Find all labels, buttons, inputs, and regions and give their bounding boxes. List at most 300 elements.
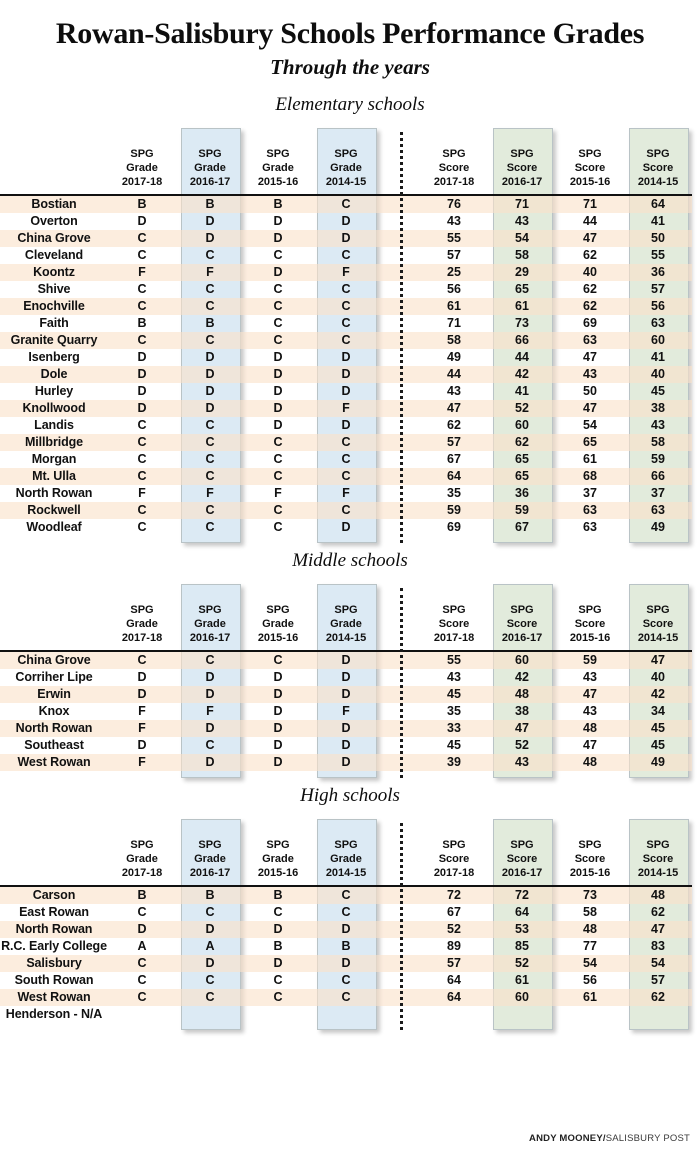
score-cell-2014-15: 57 — [651, 972, 665, 987]
row-pad — [692, 989, 700, 1006]
grade-cell-2016-17: D — [176, 230, 244, 247]
school-name: Millbridge — [0, 434, 108, 451]
grade-cell-2014-15: D — [341, 349, 351, 364]
grade-cell-2015-16: C — [273, 281, 283, 296]
score-cell-2016-17 — [488, 1006, 556, 1023]
score-cell-2015-16: 47 — [556, 400, 624, 417]
row-pad — [692, 349, 700, 366]
column-header-line1: SPG — [198, 604, 222, 617]
column-header-grade-2017-18[interactable] — [108, 128, 176, 195]
score-cell-2014-15: 62 — [624, 989, 692, 1006]
grade-cell-2017-18: D — [137, 669, 147, 684]
score-cell-2017-18: 25 — [420, 264, 488, 281]
score-cell-2017-18: 72 — [420, 886, 488, 904]
grade-cell-2015-16: B — [244, 195, 312, 213]
score-cell-2016-17: 52 — [488, 955, 556, 972]
table-row[interactable] — [0, 955, 700, 972]
grade-cell-2015-16: C — [244, 332, 312, 349]
column-header-grade-2014-15[interactable] — [312, 819, 380, 886]
grade-cell-2015-16: C — [273, 972, 283, 987]
column-header-grade-2016-17[interactable] — [176, 128, 244, 195]
grade-cell-2016-17 — [176, 1006, 244, 1023]
row-pad — [692, 502, 700, 519]
column-header-line3: 2016-17 — [189, 632, 231, 645]
grade-cell-2016-17: D — [205, 669, 215, 684]
table-header-row — [0, 128, 700, 195]
grade-cell-2014-15: C — [341, 972, 351, 987]
row-pad — [692, 686, 700, 703]
column-header-line3: 2015-16 — [569, 632, 611, 645]
sections-container — [0, 94, 700, 1023]
score-cell-2015-16: 40 — [556, 264, 624, 281]
grades-table-high — [0, 819, 700, 1023]
row-pad — [692, 195, 700, 213]
grade-cell-2016-17: D — [176, 720, 244, 737]
table-wrap-middle — [0, 584, 700, 771]
column-header-line1: SPG — [334, 148, 358, 161]
table-row[interactable] — [0, 315, 700, 332]
score-cell-2015-16: 69 — [583, 315, 597, 330]
column-header-line1: SPG — [198, 148, 222, 161]
row-pad — [692, 972, 700, 989]
row-pad — [692, 417, 700, 434]
score-cell-2017-18: 49 — [447, 349, 461, 364]
score-cell-2016-17: 52 — [515, 737, 529, 752]
table-row[interactable] — [0, 720, 700, 737]
column-header-line3: 2014-15 — [637, 867, 679, 880]
grade-cell-2016-17: C — [176, 434, 244, 451]
table-row[interactable] — [0, 1006, 700, 1023]
row-pad — [692, 921, 700, 938]
grade-cell-2016-17: C — [205, 737, 215, 752]
grade-cell-2014-15: C — [341, 451, 351, 466]
score-cell-2017-18: 39 — [420, 754, 488, 771]
table-row[interactable] — [0, 451, 700, 468]
grade-cell-2014-15: D — [341, 417, 351, 432]
column-header-score-2016-17[interactable] — [488, 128, 556, 195]
score-cell-2015-16: 63 — [583, 519, 597, 534]
score-cell-2014-15: 55 — [651, 247, 665, 262]
grade-cell-2015-16: C — [244, 468, 312, 485]
column-header-line1: SPG — [510, 148, 534, 161]
table-row[interactable] — [0, 332, 700, 349]
score-cell-2015-16: 61 — [583, 451, 597, 466]
row-pad — [692, 1006, 700, 1023]
grade-cell-2017-18: F — [108, 720, 176, 737]
grade-cell-2016-17: C — [176, 332, 244, 349]
column-header-score-2016-17[interactable] — [488, 584, 556, 651]
grade-cell-2015-16: C — [273, 904, 283, 919]
page-header — [0, 0, 700, 80]
row-pad — [692, 938, 700, 955]
column-header-score-2017-18[interactable] — [420, 819, 488, 886]
row-pad — [692, 213, 700, 230]
table-row[interactable] — [0, 886, 700, 904]
column-header-school — [0, 819, 108, 886]
column-header-line3: 2014-15 — [325, 867, 367, 880]
row-pad — [692, 886, 700, 904]
column-header-score-2014-15[interactable] — [624, 819, 692, 886]
school-name: Erwin — [0, 686, 108, 703]
score-cell-2014-15: 42 — [624, 686, 692, 703]
score-cell-2014-15: 45 — [624, 720, 692, 737]
grade-cell-2014-15: C — [312, 886, 380, 904]
score-cell-2015-16: 37 — [583, 485, 597, 500]
grade-cell-2015-16 — [244, 1006, 312, 1023]
grade-cell-2014-15: D — [312, 366, 380, 383]
column-header-score-2014-15[interactable] — [624, 584, 692, 651]
grade-cell-2017-18: D — [137, 349, 147, 364]
grade-cell-2017-18: F — [138, 485, 146, 500]
table-row[interactable] — [0, 485, 700, 502]
grade-cell-2015-16: C — [273, 519, 283, 534]
column-header-line1: SPG — [130, 839, 154, 852]
column-header-line2: Score — [438, 618, 470, 631]
score-cell-2017-18: 35 — [447, 485, 461, 500]
score-cell-2015-16: 54 — [556, 955, 624, 972]
table-row[interactable] — [0, 417, 700, 434]
table-row[interactable] — [0, 754, 700, 771]
score-cell-2016-17: 53 — [488, 921, 556, 938]
dotted-divider — [400, 588, 403, 778]
grade-cell-2017-18: C — [108, 332, 176, 349]
table-row[interactable] — [0, 195, 700, 213]
column-header-grade-2015-16[interactable] — [244, 819, 312, 886]
grade-cell-2014-15: F — [312, 400, 380, 417]
grade-cell-2016-17: D — [205, 349, 215, 364]
credit-publication: SALISBURY POST — [605, 1133, 690, 1144]
table-row[interactable] — [0, 972, 700, 989]
school-name: South Rowan — [14, 972, 94, 987]
grade-cell-2014-15: C — [312, 989, 380, 1006]
grade-cell-2016-17: C — [176, 298, 244, 315]
column-header-line2: Grade — [330, 853, 362, 866]
score-cell-2017-18: 45 — [447, 737, 461, 752]
grade-cell-2016-17: D — [205, 383, 215, 398]
column-header-grade-2016-17[interactable] — [176, 584, 244, 651]
grade-cell-2016-17: D — [176, 754, 244, 771]
column-header-grade-2014-15[interactable] — [312, 584, 380, 651]
score-cell-2017-18: 47 — [420, 400, 488, 417]
grade-cell-2016-17: C — [205, 417, 215, 432]
grade-cell-2016-17: C — [205, 972, 215, 987]
score-cell-2014-15: 43 — [651, 417, 665, 432]
score-cell-2014-15: 36 — [624, 264, 692, 281]
score-cell-2017-18: 57 — [420, 955, 488, 972]
row-pad — [692, 315, 700, 332]
grade-cell-2015-16: B — [244, 886, 312, 904]
grade-cell-2015-16: C — [273, 451, 283, 466]
row-pad — [692, 434, 700, 451]
score-cell-2015-16: 56 — [583, 972, 597, 987]
column-header-line3: 2015-16 — [569, 867, 611, 880]
score-cell-2017-18: 43 — [447, 383, 461, 398]
score-cell-2015-16: 47 — [556, 686, 624, 703]
grade-cell-2016-17: C — [176, 651, 244, 669]
table-row[interactable] — [0, 921, 700, 938]
table-row[interactable] — [0, 904, 700, 921]
school-name: Woodleaf — [26, 519, 82, 534]
column-header-line2: Grade — [126, 618, 158, 631]
column-header-line2: Grade — [194, 162, 226, 175]
table-row[interactable] — [0, 651, 700, 669]
score-cell-2015-16: 62 — [556, 298, 624, 315]
score-cell-2016-17: 66 — [488, 332, 556, 349]
school-name: Hurley — [34, 383, 74, 398]
score-cell-2017-18: 67 — [447, 451, 461, 466]
score-cell-2016-17: 61 — [488, 298, 556, 315]
score-cell-2016-17: 67 — [515, 519, 529, 534]
section-middle — [0, 550, 700, 771]
column-header-school — [0, 584, 108, 651]
column-header-line2: Score — [574, 853, 606, 866]
grade-cell-2017-18: F — [108, 264, 176, 281]
school-name: North Rowan — [15, 485, 93, 500]
column-header-line3: 2016-17 — [189, 867, 231, 880]
grade-cell-2017-18: B — [108, 195, 176, 213]
score-cell-2015-16: 47 — [583, 737, 597, 752]
grade-cell-2014-15: C — [312, 195, 380, 213]
grade-cell-2016-17: C — [176, 468, 244, 485]
score-cell-2015-16: 63 — [556, 332, 624, 349]
score-cell-2017-18: 69 — [447, 519, 461, 534]
table-row[interactable] — [0, 519, 700, 536]
score-cell-2016-17: 60 — [488, 989, 556, 1006]
credit-author: ANDY MOONEY/ — [529, 1133, 606, 1144]
grade-cell-2014-15: C — [312, 332, 380, 349]
score-cell-2017-18: 89 — [447, 938, 461, 953]
score-cell-2015-16: 61 — [556, 989, 624, 1006]
column-header-grade-2016-17[interactable] — [176, 819, 244, 886]
score-cell-2014-15: 34 — [651, 703, 665, 718]
grade-cell-2014-15: C — [341, 281, 351, 296]
grade-cell-2016-17: D — [176, 955, 244, 972]
column-header-line1: SPG — [442, 148, 466, 161]
column-header-line3: 2017-18 — [121, 867, 163, 880]
score-cell-2017-18: 56 — [447, 281, 461, 296]
score-cell-2017-18: 43 — [447, 669, 461, 684]
grade-cell-2017-18: C — [108, 468, 176, 485]
column-header-grade-2015-16[interactable] — [244, 128, 312, 195]
school-name: Mt. Ulla — [0, 468, 108, 485]
grade-cell-2017-18: C — [137, 451, 147, 466]
score-cell-2016-17: 54 — [488, 230, 556, 247]
school-name: Koontz — [0, 264, 108, 281]
row-pad — [692, 904, 700, 921]
score-cell-2014-15: 47 — [624, 921, 692, 938]
table-row[interactable] — [0, 434, 700, 451]
column-header-line2: Score — [506, 853, 538, 866]
column-header-line1: SPG — [266, 148, 290, 161]
column-header-line2: Score — [506, 162, 538, 175]
section-title-high: High schools — [300, 784, 400, 806]
column-header-grade-2017-18[interactable] — [108, 584, 176, 651]
column-header-line2: Grade — [194, 618, 226, 631]
grade-cell-2014-15: F — [342, 485, 350, 500]
grade-cell-2014-15: D — [312, 686, 380, 703]
grade-cell-2015-16: D — [244, 720, 312, 737]
column-header-line2: Grade — [330, 618, 362, 631]
table-row[interactable] — [0, 281, 700, 298]
score-cell-2017-18: 57 — [447, 247, 461, 262]
table-row[interactable] — [0, 502, 700, 519]
score-cell-2015-16: 43 — [556, 366, 624, 383]
score-cell-2016-17: 42 — [488, 366, 556, 383]
column-header-line2: Score — [642, 162, 674, 175]
grade-cell-2016-17: C — [205, 247, 215, 262]
column-header-score-2016-17[interactable] — [488, 819, 556, 886]
table-row[interactable] — [0, 737, 700, 754]
dotted-divider — [400, 823, 403, 1030]
grade-cell-2015-16: C — [273, 315, 283, 330]
grade-cell-2016-17: D — [205, 213, 215, 228]
school-name: West Rowan — [0, 989, 108, 1006]
row-pad — [692, 366, 700, 383]
grade-cell-2014-15: D — [312, 230, 380, 247]
score-cell-2017-18: 43 — [447, 213, 461, 228]
grade-cell-2015-16: D — [244, 400, 312, 417]
table-row[interactable] — [0, 230, 700, 247]
column-header-line2: Score — [574, 618, 606, 631]
school-name: North Rowan — [0, 720, 108, 737]
score-cell-2014-15: 83 — [651, 938, 665, 953]
score-cell-2017-18: 64 — [420, 468, 488, 485]
school-name: Knox — [38, 703, 70, 718]
grade-cell-2014-15: C — [312, 298, 380, 315]
grade-cell-2014-15: C — [312, 434, 380, 451]
section-high — [0, 785, 700, 1023]
table-row[interactable] — [0, 213, 700, 230]
table-row[interactable] — [0, 247, 700, 264]
school-name: Bostian — [0, 195, 108, 213]
column-header-line3: 2015-16 — [569, 176, 611, 189]
grade-cell-2014-15: C — [341, 315, 351, 330]
row-pad — [692, 298, 700, 315]
column-header-score-2017-18[interactable] — [420, 584, 488, 651]
grade-cell-2014-15 — [312, 1006, 380, 1023]
column-header-line3: 2014-15 — [637, 632, 679, 645]
row-pad — [692, 247, 700, 264]
score-cell-2017-18: 52 — [420, 921, 488, 938]
score-cell-2016-17: 52 — [488, 400, 556, 417]
score-cell-2014-15: 38 — [624, 400, 692, 417]
section-title-elementary: Elementary schools — [275, 93, 425, 115]
grade-cell-2017-18: B — [137, 315, 147, 330]
column-header-line1: SPG — [442, 604, 466, 617]
score-cell-2014-15: 54 — [624, 955, 692, 972]
grade-cell-2017-18: C — [137, 417, 147, 432]
column-header-line3: 2016-17 — [501, 867, 543, 880]
dotted-divider — [400, 132, 403, 543]
grade-cell-2015-16: D — [273, 213, 283, 228]
grade-cell-2014-15: D — [341, 669, 351, 684]
column-header-line2: Score — [642, 853, 674, 866]
grade-cell-2016-17: C — [205, 451, 215, 466]
column-header-line2: Score — [642, 618, 674, 631]
score-cell-2016-17: 43 — [515, 213, 529, 228]
score-cell-2016-17: 65 — [488, 468, 556, 485]
grade-cell-2017-18: C — [137, 247, 147, 262]
school-name: Dole — [0, 366, 108, 383]
grade-cell-2017-18: C — [137, 972, 147, 987]
grade-cell-2016-17: B — [176, 886, 244, 904]
column-header-line1: SPG — [646, 148, 670, 161]
score-cell-2017-18: 76 — [420, 195, 488, 213]
column-header-score-2015-16[interactable] — [556, 584, 624, 651]
table-row[interactable] — [0, 349, 700, 366]
column-header-grade-2017-18[interactable] — [108, 819, 176, 886]
grade-cell-2015-16: B — [273, 938, 283, 953]
table-row[interactable] — [0, 989, 700, 1006]
row-pad — [692, 720, 700, 737]
grade-cell-2015-16: D — [244, 366, 312, 383]
row-pad — [692, 485, 700, 502]
grade-cell-2014-15: D — [341, 519, 351, 534]
column-header-score-2015-16[interactable] — [556, 819, 624, 886]
column-header-line1: SPG — [442, 839, 466, 852]
grade-cell-2014-15: C — [312, 468, 380, 485]
column-header-line2: Grade — [262, 618, 294, 631]
score-cell-2017-18: 71 — [447, 315, 461, 330]
score-cell-2017-18: 61 — [420, 298, 488, 315]
row-pad — [692, 264, 700, 281]
grade-cell-2015-16: D — [244, 921, 312, 938]
table-row[interactable] — [0, 686, 700, 703]
column-header-line2: Score — [438, 162, 470, 175]
score-cell-2014-15: 40 — [624, 366, 692, 383]
grade-cell-2014-15: D — [312, 921, 380, 938]
grade-cell-2015-16: D — [244, 955, 312, 972]
grade-cell-2017-18: F — [138, 703, 146, 718]
grade-cell-2015-16: D — [244, 754, 312, 771]
grade-cell-2016-17: B — [176, 195, 244, 213]
score-cell-2016-17: 47 — [488, 720, 556, 737]
column-header-grade-2014-15[interactable] — [312, 128, 380, 195]
score-cell-2014-15: 57 — [651, 281, 665, 296]
table-row[interactable] — [0, 400, 700, 417]
table-row[interactable] — [0, 669, 700, 686]
score-cell-2016-17: 72 — [488, 886, 556, 904]
table-row[interactable] — [0, 366, 700, 383]
score-cell-2015-16: 58 — [583, 904, 597, 919]
score-cell-2017-18: 35 — [447, 703, 461, 718]
grades-table-elementary — [0, 128, 700, 536]
table-wrap-elementary — [0, 128, 700, 536]
table-row[interactable] — [0, 703, 700, 720]
grade-cell-2017-18: D — [137, 737, 147, 752]
school-name: Enochville — [0, 298, 108, 315]
column-header-score-2014-15[interactable] — [624, 128, 692, 195]
table-row[interactable] — [0, 938, 700, 955]
school-name: Henderson - N/A — [5, 1006, 103, 1021]
column-header-grade-2015-16[interactable] — [244, 584, 312, 651]
score-cell-2014-15 — [624, 1006, 692, 1023]
score-cell-2015-16: 68 — [556, 468, 624, 485]
score-cell-2015-16: 65 — [556, 434, 624, 451]
table-row[interactable] — [0, 264, 700, 281]
column-header-score-2017-18[interactable] — [420, 128, 488, 195]
school-name: Corriher Lipe — [15, 669, 93, 684]
grade-cell-2015-16: D — [244, 686, 312, 703]
column-header-line1: SPG — [578, 148, 602, 161]
table-row[interactable] — [0, 383, 700, 400]
column-header-score-2015-16[interactable] — [556, 128, 624, 195]
table-row[interactable] — [0, 468, 700, 485]
grade-cell-2017-18: C — [137, 519, 147, 534]
score-cell-2016-17: 44 — [515, 349, 529, 364]
grade-cell-2016-17: F — [206, 485, 214, 500]
table-row[interactable] — [0, 298, 700, 315]
